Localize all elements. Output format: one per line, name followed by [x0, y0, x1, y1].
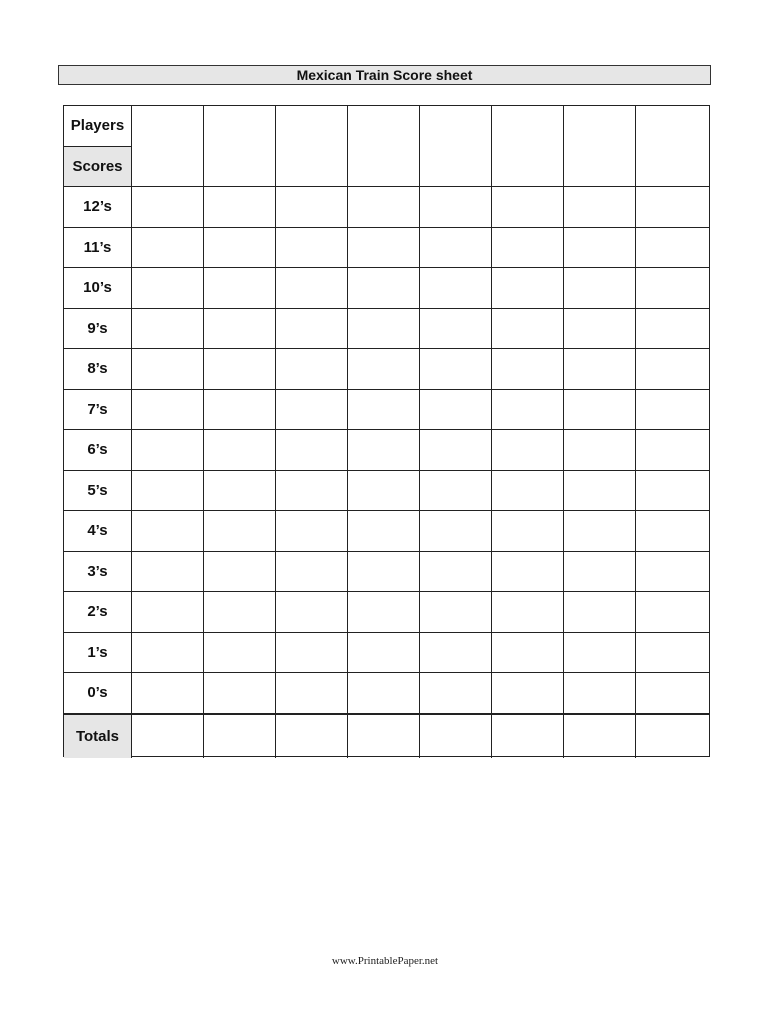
total-cell[interactable] — [564, 714, 636, 758]
score-cell[interactable] — [132, 187, 204, 228]
score-cell[interactable] — [564, 673, 636, 714]
score-cell[interactable] — [204, 552, 276, 593]
score-cell[interactable] — [348, 471, 420, 512]
score-cell[interactable] — [564, 349, 636, 390]
score-cell[interactable] — [132, 268, 204, 309]
score-cell[interactable] — [204, 228, 276, 269]
score-cell[interactable] — [348, 390, 420, 431]
score-cell[interactable] — [420, 390, 492, 431]
score-cell[interactable] — [276, 592, 348, 633]
score-cell[interactable] — [348, 511, 420, 552]
score-cell[interactable] — [204, 430, 276, 471]
score-cell[interactable] — [132, 349, 204, 390]
score-cell[interactable] — [132, 471, 204, 512]
score-cell[interactable] — [564, 592, 636, 633]
score-cell[interactable] — [564, 511, 636, 552]
total-cell[interactable] — [492, 714, 564, 758]
player-name-cell[interactable] — [492, 106, 564, 187]
total-cell[interactable] — [204, 714, 276, 758]
score-cell[interactable] — [204, 349, 276, 390]
score-cell[interactable] — [420, 673, 492, 714]
total-cell[interactable] — [276, 714, 348, 758]
score-cell[interactable] — [420, 633, 492, 674]
row-label: 9’s — [64, 309, 132, 350]
score-cell[interactable] — [276, 511, 348, 552]
score-cell[interactable] — [636, 673, 709, 714]
score-cell[interactable] — [492, 309, 564, 350]
score-cell[interactable] — [564, 430, 636, 471]
score-cell[interactable] — [348, 552, 420, 593]
score-cell[interactable] — [492, 471, 564, 512]
score-cell[interactable] — [636, 552, 709, 593]
total-cell[interactable] — [132, 714, 204, 758]
score-cell[interactable] — [132, 592, 204, 633]
score-cell[interactable] — [348, 673, 420, 714]
score-cell[interactable] — [348, 592, 420, 633]
row-label: 7’s — [64, 390, 132, 431]
score-cell[interactable] — [132, 309, 204, 350]
score-cell[interactable] — [636, 349, 709, 390]
total-cell[interactable] — [420, 714, 492, 758]
score-cell[interactable] — [420, 511, 492, 552]
score-cell[interactable] — [348, 349, 420, 390]
score-cell[interactable] — [204, 633, 276, 674]
score-cell[interactable] — [636, 430, 709, 471]
sheet-title: Mexican Train Score sheet — [58, 65, 711, 85]
row-label: 12’s — [64, 187, 132, 228]
score-cell[interactable] — [204, 187, 276, 228]
score-cell[interactable] — [492, 552, 564, 593]
score-cell[interactable] — [204, 511, 276, 552]
score-cell[interactable] — [492, 390, 564, 431]
player-name-cell[interactable] — [348, 106, 420, 187]
score-cell[interactable] — [564, 228, 636, 269]
score-table — [63, 105, 710, 757]
score-cell[interactable] — [348, 309, 420, 350]
player-name-cell[interactable] — [276, 106, 348, 187]
score-cell[interactable] — [564, 390, 636, 431]
scores-header: Scores — [64, 147, 132, 188]
score-cell[interactable] — [132, 430, 204, 471]
score-cell[interactable] — [204, 390, 276, 431]
score-cell[interactable] — [636, 471, 709, 512]
score-cell[interactable] — [276, 552, 348, 593]
score-cell[interactable] — [420, 268, 492, 309]
score-cell[interactable] — [348, 187, 420, 228]
totals-label: Totals — [64, 714, 132, 758]
score-cell[interactable] — [564, 187, 636, 228]
score-cell[interactable] — [564, 633, 636, 674]
row-label: 5’s — [64, 471, 132, 512]
score-cell[interactable] — [276, 390, 348, 431]
score-cell[interactable] — [420, 430, 492, 471]
score-cell[interactable] — [492, 349, 564, 390]
row-label: 2’s — [64, 592, 132, 633]
player-name-cell[interactable] — [420, 106, 492, 187]
score-cell[interactable] — [204, 673, 276, 714]
score-cell[interactable] — [132, 511, 204, 552]
score-cell[interactable] — [348, 430, 420, 471]
row-label: 8’s — [64, 349, 132, 390]
row-label: 10’s — [64, 268, 132, 309]
score-cell[interactable] — [420, 228, 492, 269]
player-name-cell[interactable] — [636, 106, 709, 187]
score-cell[interactable] — [204, 592, 276, 633]
score-cell[interactable] — [276, 349, 348, 390]
score-cell[interactable] — [132, 390, 204, 431]
score-cell[interactable] — [636, 390, 709, 431]
score-cell[interactable] — [420, 592, 492, 633]
row-label: 1’s — [64, 633, 132, 674]
row-label: 6’s — [64, 430, 132, 471]
player-name-cell[interactable] — [204, 106, 276, 187]
total-cell[interactable] — [636, 714, 709, 758]
score-cell[interactable] — [348, 228, 420, 269]
score-cell[interactable] — [564, 309, 636, 350]
row-label: 3’s — [64, 552, 132, 593]
score-cell[interactable] — [636, 268, 709, 309]
score-cell[interactable] — [636, 511, 709, 552]
score-cell[interactable] — [492, 228, 564, 269]
row-label: 11’s — [64, 228, 132, 269]
score-cell[interactable] — [492, 673, 564, 714]
score-cell[interactable] — [276, 309, 348, 350]
score-cell[interactable] — [132, 633, 204, 674]
row-label: 0’s — [64, 673, 132, 714]
score-cell[interactable] — [564, 471, 636, 512]
score-cell[interactable] — [204, 268, 276, 309]
score-cell[interactable] — [420, 309, 492, 350]
score-cell[interactable] — [204, 309, 276, 350]
player-name-cell[interactable] — [132, 106, 204, 187]
player-name-cell[interactable] — [564, 106, 636, 187]
players-header: Players — [64, 106, 132, 147]
score-cell[interactable] — [420, 349, 492, 390]
score-cell[interactable] — [348, 268, 420, 309]
score-cell[interactable] — [276, 268, 348, 309]
score-cell[interactable] — [348, 633, 420, 674]
row-label: 4’s — [64, 511, 132, 552]
score-cell[interactable] — [276, 228, 348, 269]
footer-url: www.PrintablePaper.net — [331, 955, 439, 967]
score-cell[interactable] — [276, 187, 348, 228]
score-cell[interactable] — [204, 471, 276, 512]
score-cell[interactable] — [492, 268, 564, 309]
score-cell[interactable] — [276, 430, 348, 471]
score-cell[interactable] — [492, 633, 564, 674]
score-cell[interactable] — [636, 228, 709, 269]
score-cell[interactable] — [420, 187, 492, 228]
score-cell[interactable] — [636, 187, 709, 228]
score-cell[interactable] — [276, 673, 348, 714]
score-cell[interactable] — [492, 430, 564, 471]
score-cell[interactable] — [636, 592, 709, 633]
total-cell[interactable] — [348, 714, 420, 758]
score-cell[interactable] — [276, 633, 348, 674]
score-cell[interactable] — [420, 471, 492, 512]
score-cell[interactable] — [564, 268, 636, 309]
score-cell[interactable] — [420, 552, 492, 593]
score-cell[interactable] — [492, 592, 564, 633]
score-cell[interactable] — [492, 511, 564, 552]
score-cell[interactable] — [492, 187, 564, 228]
score-cell[interactable] — [132, 673, 204, 714]
score-cell[interactable] — [636, 633, 709, 674]
score-cell[interactable] — [564, 552, 636, 593]
score-cell[interactable] — [636, 309, 709, 350]
score-cell[interactable] — [132, 552, 204, 593]
score-cell[interactable] — [276, 471, 348, 512]
score-cell[interactable] — [132, 228, 204, 269]
